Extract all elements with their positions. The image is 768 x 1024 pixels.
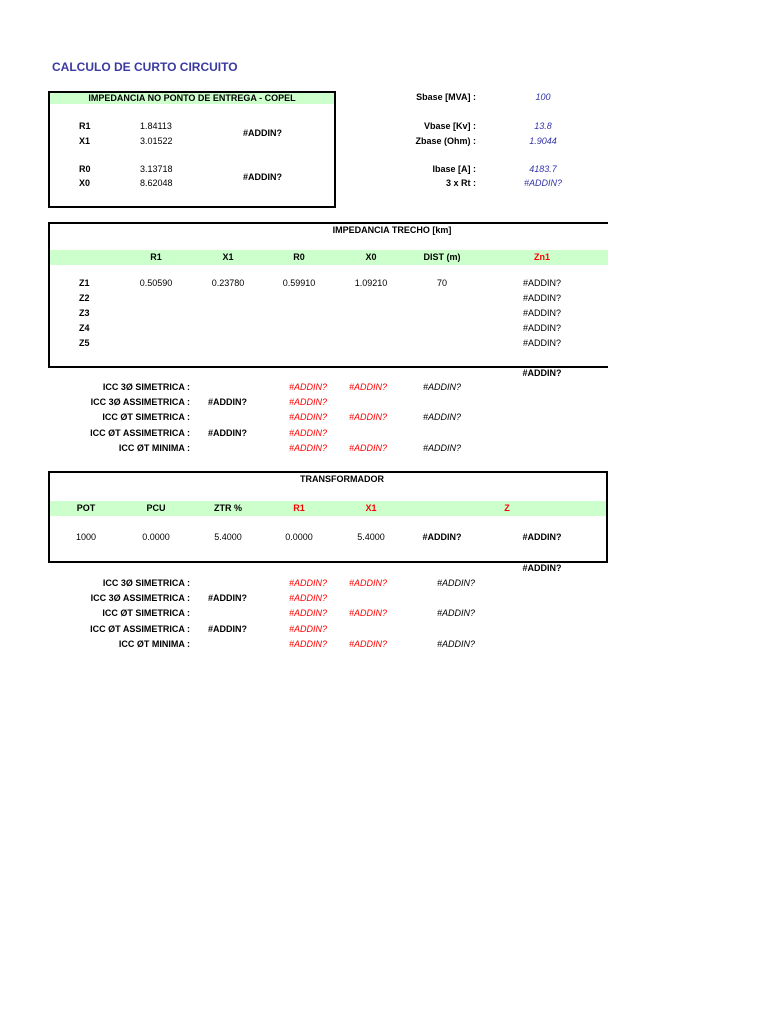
trafo-total: #ADDIN? — [522, 563, 562, 573]
icc-c: #ADDIN? — [289, 608, 328, 618]
copel-r1-value: 1.84113 — [140, 121, 172, 131]
icc-c: #ADDIN? — [289, 382, 328, 392]
trecho-col-x1: X1 — [222, 252, 234, 262]
transformador-box — [48, 471, 608, 563]
icc-label: ICC 3Ø ASSIMETRICA : — [90, 397, 190, 407]
rt-label: 3 x Rt : — [445, 178, 476, 188]
icc-d: #ADDIN? — [349, 412, 388, 422]
icc-c: #ADDIN? — [289, 443, 328, 453]
trafo-col-pcu: PCU — [146, 503, 166, 513]
icc-b: #ADDIN? — [208, 624, 248, 634]
icc-c: #ADDIN? — [289, 578, 328, 588]
icc-d: #ADDIN? — [349, 608, 388, 618]
copel-x0-label: X0 — [79, 178, 91, 188]
trecho-border-top — [48, 222, 608, 224]
page-title: CALCULO DE CURTO CIRCUITO — [52, 60, 238, 74]
row-x1: 0.23780 — [211, 278, 245, 288]
sbase-value: 100 — [535, 92, 551, 102]
icc-label: ICC ØT MINIMA : — [118, 639, 190, 649]
row-zn: #ADDIN? — [522, 293, 561, 303]
trafo-x1: 5.4000 — [357, 532, 385, 542]
icc-b: #ADDIN? — [208, 593, 248, 603]
icc-e: #ADDIN? — [423, 382, 462, 392]
icc-d: #ADDIN? — [349, 578, 388, 588]
icc-d: #ADDIN? — [349, 382, 388, 392]
copel-header: IMPEDANCIA NO PONTO DE ENTREGA - COPEL — [88, 93, 296, 103]
trafo-pot: 1000 — [75, 532, 97, 542]
trecho-border-left — [48, 222, 50, 368]
trecho-header: IMPEDANCIA TRECHO [km] — [332, 225, 452, 235]
trafo-col-pot: POT — [76, 503, 96, 513]
icc-label: ICC ØT SIMETRICA : — [102, 608, 190, 618]
copel-x0-value: 8.62048 — [140, 178, 173, 188]
icc-c: #ADDIN? — [289, 428, 328, 438]
icc-e: #ADDIN? — [437, 578, 476, 588]
sbase-label: Sbase [MVA] : — [416, 92, 476, 102]
icc-label: ICC ØT ASSIMETRICA : — [90, 624, 190, 634]
trafo-col-ztr: ZTR % — [214, 503, 242, 513]
trecho-total: #ADDIN? — [522, 368, 562, 378]
rt-value: #ADDIN? — [523, 178, 562, 188]
icc-label: ICC ØT ASSIMETRICA : — [90, 428, 190, 438]
row-x0: 1.09210 — [354, 278, 388, 288]
vbase-value: 13.8 — [534, 121, 552, 131]
icc-c: #ADDIN? — [289, 412, 328, 422]
copel-z1-result: #ADDIN? — [243, 128, 283, 138]
row-zn: #ADDIN? — [522, 338, 561, 348]
icc-label: ICC 3Ø ASSIMETRICA : — [90, 593, 190, 603]
trafo-z1: #ADDIN? — [422, 532, 462, 542]
zbase-value: 1.9044 — [529, 136, 557, 146]
icc-e: #ADDIN? — [423, 443, 462, 453]
icc-c: #ADDIN? — [289, 639, 328, 649]
row-label: Z1 — [79, 278, 90, 288]
trafo-pcu: 0.0000 — [142, 532, 170, 542]
trafo-r1: 0.0000 — [285, 532, 313, 542]
trecho-col-zn1: Zn1 — [533, 252, 550, 262]
icc-e: #ADDIN? — [437, 639, 476, 649]
row-r0: 0.59910 — [282, 278, 316, 288]
icc-d: #ADDIN? — [349, 639, 388, 649]
copel-x1-label: X1 — [79, 136, 91, 146]
icc-d: #ADDIN? — [349, 443, 388, 453]
icc-b: #ADDIN? — [208, 397, 248, 407]
trafo-col-z: Z — [504, 503, 510, 513]
ibase-value: 4183.7 — [529, 164, 557, 174]
row-label: Z4 — [79, 323, 90, 333]
row-label: Z2 — [79, 293, 90, 303]
row-label: Z3 — [79, 308, 90, 318]
copel-impedance-box — [48, 91, 336, 208]
vbase-label: Vbase [Kv] : — [423, 121, 476, 131]
icc-c: #ADDIN? — [289, 593, 328, 603]
icc-e: #ADDIN? — [437, 608, 476, 618]
icc-label: ICC 3Ø SIMETRICA : — [102, 578, 190, 588]
trafo-z: #ADDIN? — [522, 532, 562, 542]
ibase-label: Ibase [A] : — [432, 164, 476, 174]
copel-r0-label: R0 — [79, 164, 91, 174]
trecho-col-dist: DIST (m) — [423, 252, 461, 262]
row-dist: 70 — [436, 278, 447, 288]
row-r1: 0.50590 — [139, 278, 173, 288]
row-zn: #ADDIN? — [522, 278, 561, 288]
copel-x1-value: 3.01522 — [140, 136, 173, 146]
row-label: Z5 — [79, 338, 90, 348]
row-zn: #ADDIN? — [522, 308, 561, 318]
trafo-col-r1: R1 — [293, 503, 305, 513]
trecho-col-r1: R1 — [150, 252, 162, 262]
icc-label: ICC ØT MINIMA : — [118, 443, 190, 453]
trecho-col-x0: X0 — [365, 252, 377, 262]
copel-r1-label: R1 — [79, 121, 91, 131]
copel-r0-value: 3.13718 — [140, 164, 173, 174]
icc-label: ICC ØT SIMETRICA : — [102, 412, 190, 422]
row-zn: #ADDIN? — [522, 323, 561, 333]
zbase-label: Zbase (Ohm) : — [415, 136, 476, 146]
icc-c: #ADDIN? — [289, 624, 328, 634]
trafo-ztr: 5.4000 — [214, 532, 242, 542]
transformador-header: TRANSFORMADOR — [300, 474, 384, 484]
icc-b: #ADDIN? — [208, 428, 248, 438]
icc-c: #ADDIN? — [289, 397, 328, 407]
icc-label: ICC 3Ø SIMETRICA : — [102, 382, 190, 392]
trafo-col-x1: X1 — [365, 503, 377, 513]
icc-e: #ADDIN? — [423, 412, 462, 422]
trecho-col-r0: R0 — [293, 252, 305, 262]
copel-z0-result: #ADDIN? — [243, 172, 283, 182]
